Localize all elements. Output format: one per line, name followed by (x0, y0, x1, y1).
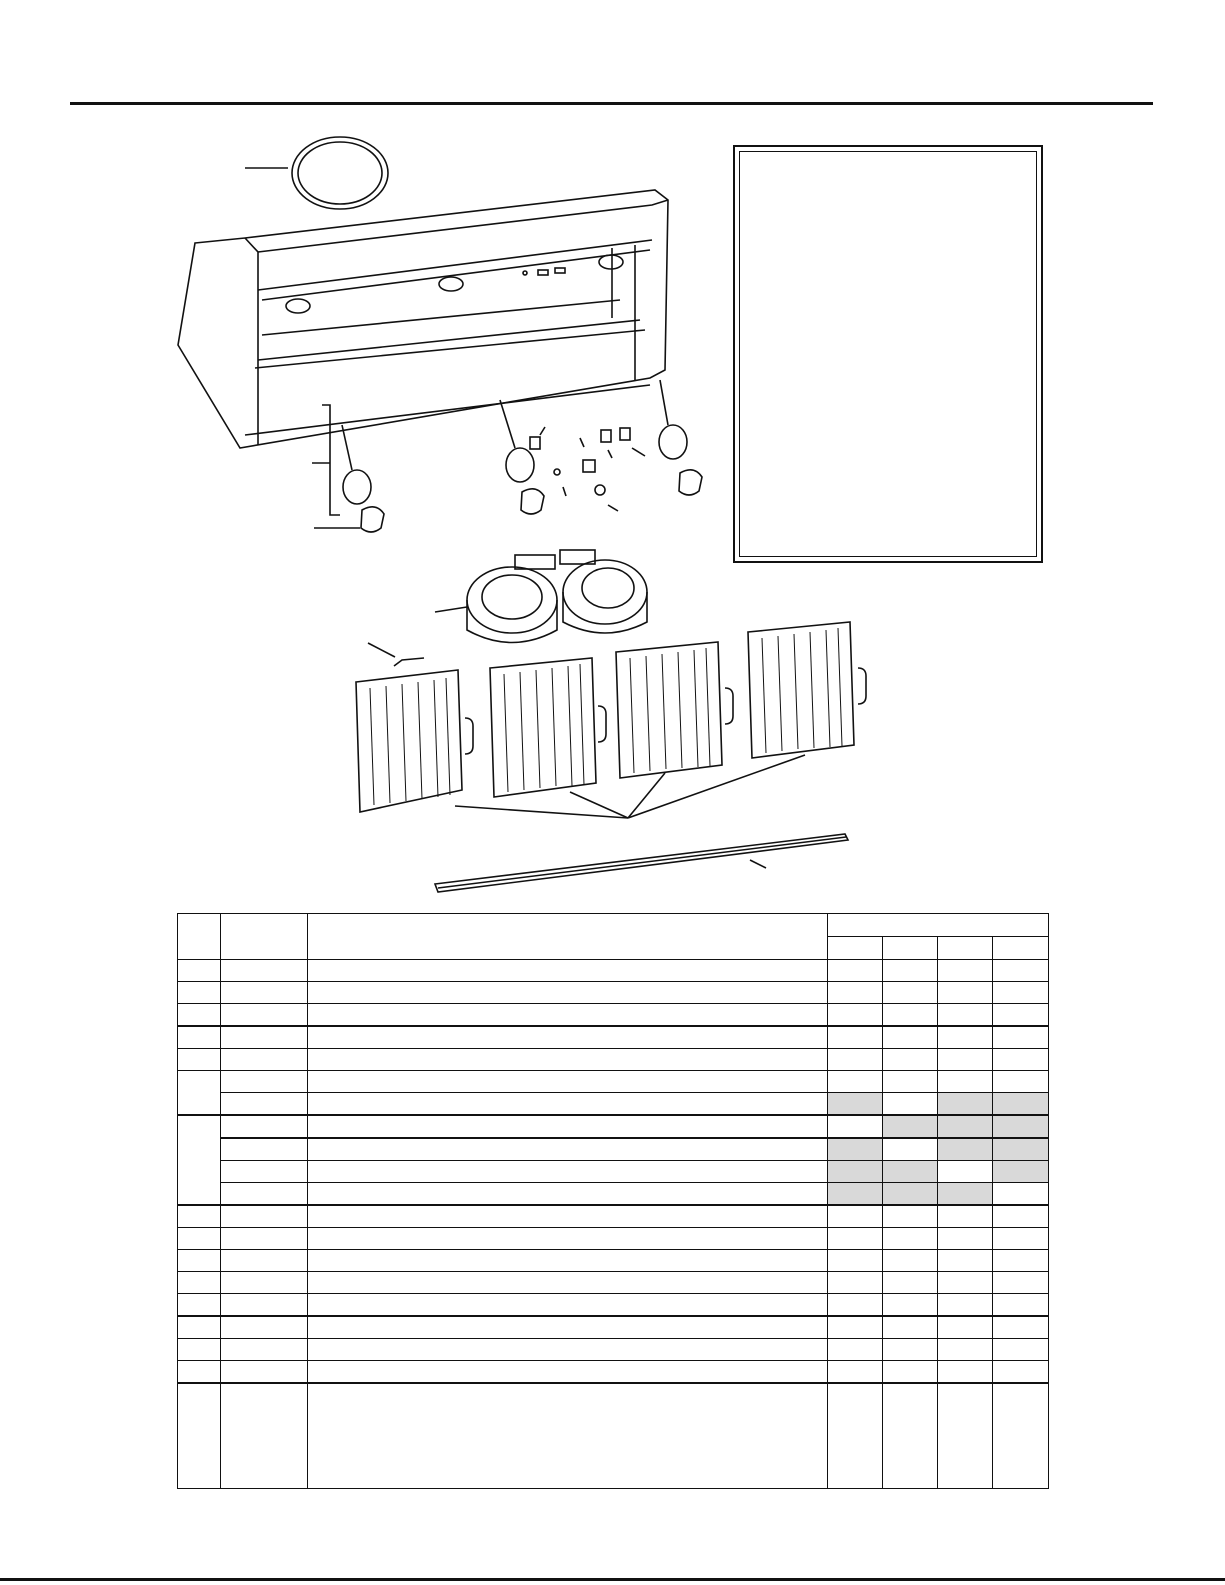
baffle-filter-icon (356, 622, 866, 818)
model-cell (828, 1071, 883, 1093)
part-number-cell (221, 1004, 308, 1027)
model-cell (883, 1272, 938, 1294)
description-cell (308, 1228, 828, 1250)
key-cell (178, 1205, 221, 1228)
header-cell-model-1 (828, 937, 883, 960)
table-row (178, 1138, 1049, 1161)
table-row (178, 1316, 1049, 1339)
model-cell (938, 982, 993, 1004)
description-cell (308, 1004, 828, 1027)
model-cell (938, 1049, 993, 1071)
description-cell (308, 1272, 828, 1294)
description-cell (308, 1183, 828, 1206)
header-rule (70, 102, 1153, 105)
model-cell (883, 1228, 938, 1250)
key-cell (178, 1361, 221, 1384)
description-cell (308, 1115, 828, 1138)
model-cell (883, 1183, 938, 1206)
model-cell (993, 1383, 1049, 1489)
header-cell-description (308, 914, 828, 960)
header-cell-model-4 (993, 937, 1049, 960)
model-cell (938, 1316, 993, 1339)
model-cell (883, 1004, 938, 1027)
description-cell (308, 960, 828, 982)
table-row (178, 1049, 1049, 1071)
model-cell (993, 1250, 1049, 1272)
model-cell (938, 1228, 993, 1250)
model-cell (993, 1004, 1049, 1027)
model-cell (938, 1361, 993, 1384)
model-cell (993, 1339, 1049, 1361)
part-number-cell (221, 1272, 308, 1294)
description-cell (308, 1093, 828, 1116)
header-cell-model-2 (883, 937, 938, 960)
table-row (178, 1071, 1049, 1093)
model-cell (938, 1294, 993, 1317)
key-cell (178, 1004, 221, 1027)
model-cell (828, 1138, 883, 1161)
header-cell-part-number (221, 914, 308, 960)
table-row (178, 1161, 1049, 1183)
description-cell (308, 1294, 828, 1317)
model-cell (938, 1383, 993, 1489)
description-cell (308, 1250, 828, 1272)
model-cell (883, 1294, 938, 1317)
part-number-cell (221, 1183, 308, 1206)
table-row (178, 1228, 1049, 1250)
part-number-cell (221, 1361, 308, 1384)
key-cell (178, 1026, 221, 1049)
part-number-cell (221, 1138, 308, 1161)
key-cell (178, 1250, 221, 1272)
table-row (178, 1250, 1049, 1272)
model-cell (938, 1250, 993, 1272)
part-number-cell (221, 1205, 308, 1228)
key-cell (178, 1316, 221, 1339)
part-number-cell (221, 1161, 308, 1183)
model-cell (828, 1183, 883, 1206)
model-cell (993, 960, 1049, 982)
model-cell (828, 1294, 883, 1317)
model-cell (828, 1228, 883, 1250)
description-cell (308, 1383, 828, 1489)
model-cell (883, 960, 938, 982)
key-cell (178, 1339, 221, 1361)
model-cell (828, 1205, 883, 1228)
part-number-cell (221, 1339, 308, 1361)
header-cell-models (828, 914, 1049, 937)
table-row (178, 1205, 1049, 1228)
model-cell (828, 1049, 883, 1071)
part-number-cell (221, 1049, 308, 1071)
header-cell-model-3 (938, 937, 993, 960)
model-cell (883, 1361, 938, 1384)
model-cell (828, 1339, 883, 1361)
part-number-cell (221, 982, 308, 1004)
model-cell (993, 1316, 1049, 1339)
table-row (178, 982, 1049, 1004)
model-cell (993, 1138, 1049, 1161)
table-row (178, 1093, 1049, 1116)
part-number-cell (221, 1383, 308, 1489)
part-number-cell (221, 960, 308, 982)
table-row (178, 1026, 1049, 1049)
part-number-cell (221, 1250, 308, 1272)
model-cell (938, 1339, 993, 1361)
part-number-cell (221, 1228, 308, 1250)
model-cell (938, 1004, 993, 1027)
model-cell (828, 1161, 883, 1183)
model-cell (828, 1272, 883, 1294)
part-number-cell (221, 1093, 308, 1116)
model-cell (828, 1250, 883, 1272)
table-row (178, 1383, 1049, 1489)
parts-table (177, 913, 1049, 1489)
model-cell (993, 1183, 1049, 1206)
model-cell (828, 1383, 883, 1489)
grease-rail-icon (435, 834, 848, 892)
key-cell (178, 1383, 221, 1489)
model-cell (828, 1093, 883, 1116)
model-cell (828, 1361, 883, 1384)
table-row (178, 1115, 1049, 1138)
description-cell (308, 1049, 828, 1071)
model-cell (883, 1339, 938, 1361)
key-cell (178, 1071, 221, 1116)
part-number-cell (221, 1316, 308, 1339)
model-cell (938, 960, 993, 982)
model-cell (993, 1115, 1049, 1138)
part-number-cell (221, 1115, 308, 1138)
model-cell (883, 1383, 938, 1489)
table-row (178, 1183, 1049, 1206)
model-cell (938, 1071, 993, 1093)
note-box (733, 145, 1043, 563)
key-cell (178, 982, 221, 1004)
key-cell (178, 1228, 221, 1250)
bulb-icon (314, 470, 702, 532)
model-cell (883, 1026, 938, 1049)
model-cell (993, 1049, 1049, 1071)
key-cell (178, 1272, 221, 1294)
model-cell (938, 1272, 993, 1294)
description-cell (308, 1071, 828, 1093)
model-cell (828, 1004, 883, 1027)
model-cell (828, 1115, 883, 1138)
model-cell (828, 1026, 883, 1049)
model-cell (883, 1071, 938, 1093)
model-cell (883, 982, 938, 1004)
hood-body-icon (178, 190, 668, 448)
model-cell (993, 1205, 1049, 1228)
model-cell (883, 1115, 938, 1138)
note-box-inner-frame (739, 151, 1037, 557)
description-cell (308, 1138, 828, 1161)
switch-icon (530, 427, 645, 511)
model-cell (828, 960, 883, 982)
model-cell (993, 1071, 1049, 1093)
table-row (178, 1272, 1049, 1294)
model-cell (938, 1115, 993, 1138)
model-cell (938, 1161, 993, 1183)
description-cell (308, 1026, 828, 1049)
model-cell (828, 1316, 883, 1339)
model-cell (993, 1272, 1049, 1294)
model-cell (883, 1049, 938, 1071)
model-cell (938, 1183, 993, 1206)
model-cell (993, 1361, 1049, 1384)
model-cell (993, 982, 1049, 1004)
model-cell (993, 1161, 1049, 1183)
duct-collar-icon (245, 137, 388, 209)
model-cell (993, 1228, 1049, 1250)
description-cell (308, 1339, 828, 1361)
model-cell (993, 1294, 1049, 1317)
model-cell (993, 1093, 1049, 1116)
model-cell (828, 982, 883, 1004)
model-cell (883, 1205, 938, 1228)
part-number-cell (221, 1071, 308, 1093)
table-row (178, 1294, 1049, 1317)
model-cell (938, 1205, 993, 1228)
blower-icon (435, 550, 647, 643)
header-cell-key (178, 914, 221, 960)
table-row (178, 960, 1049, 982)
parts-table-header (178, 914, 1049, 960)
description-cell (308, 1161, 828, 1183)
key-cell (178, 1294, 221, 1317)
key-cell (178, 1115, 221, 1205)
description-cell (308, 1205, 828, 1228)
table-row (178, 1361, 1049, 1384)
part-number-cell (221, 1026, 308, 1049)
model-cell (883, 1093, 938, 1116)
model-cell (993, 1026, 1049, 1049)
model-cell (883, 1138, 938, 1161)
description-cell (308, 1316, 828, 1339)
part-number-cell (221, 1294, 308, 1317)
model-cell (938, 1093, 993, 1116)
description-cell (308, 982, 828, 1004)
model-cell (938, 1138, 993, 1161)
parts-table-body (178, 960, 1049, 1489)
key-cell (178, 960, 221, 982)
model-cell (883, 1316, 938, 1339)
key-cell (178, 1049, 221, 1071)
model-cell (883, 1161, 938, 1183)
model-cell (883, 1250, 938, 1272)
table-row (178, 1339, 1049, 1361)
table-row (178, 1004, 1049, 1027)
footer-rule (0, 1578, 1225, 1581)
model-cell (938, 1026, 993, 1049)
description-cell (308, 1361, 828, 1384)
